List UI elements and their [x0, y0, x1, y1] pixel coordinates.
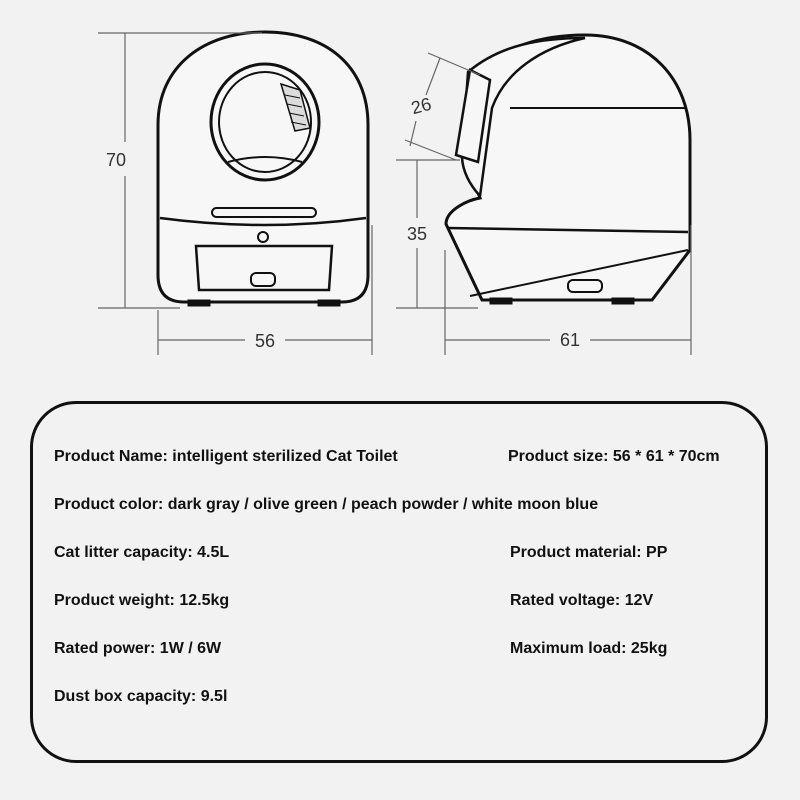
spec-dust-box: Dust box capacity: 9.5l [54, 688, 228, 705]
side-view [446, 35, 690, 304]
front-view [158, 32, 368, 306]
spec-power: Rated power: 1W / 6W [54, 640, 222, 657]
front-foot-left [188, 300, 210, 306]
spec-weight: Product weight: 12.5kg [54, 592, 230, 609]
spec-litter-capacity: Cat litter capacity: 4.5L [54, 544, 230, 561]
spec-product-size: Product size: 56 * 61 * 70cm [508, 448, 720, 465]
front-foot-right [318, 300, 340, 306]
front-height-label: 70 [105, 150, 127, 170]
spec-max-load: Maximum load: 25kg [510, 640, 668, 657]
side-depth-label: 61 [559, 330, 581, 350]
side-foot-back [612, 298, 634, 304]
spec-material: Product material: PP [510, 544, 668, 561]
spec-product-name: Product Name: intelligent sterilized Cat Toilet [54, 448, 398, 465]
spec-voltage: Rated voltage: 12V [510, 592, 654, 609]
specs-box [30, 401, 768, 763]
front-width-label: 56 [254, 331, 276, 351]
side-top-height-label: 26 [408, 93, 434, 119]
side-foot-front [490, 298, 512, 304]
side-base-height-label: 35 [406, 224, 428, 244]
spec-product-color: Product color: dark gray / olive green / peach powder / white moon blue [54, 496, 599, 513]
